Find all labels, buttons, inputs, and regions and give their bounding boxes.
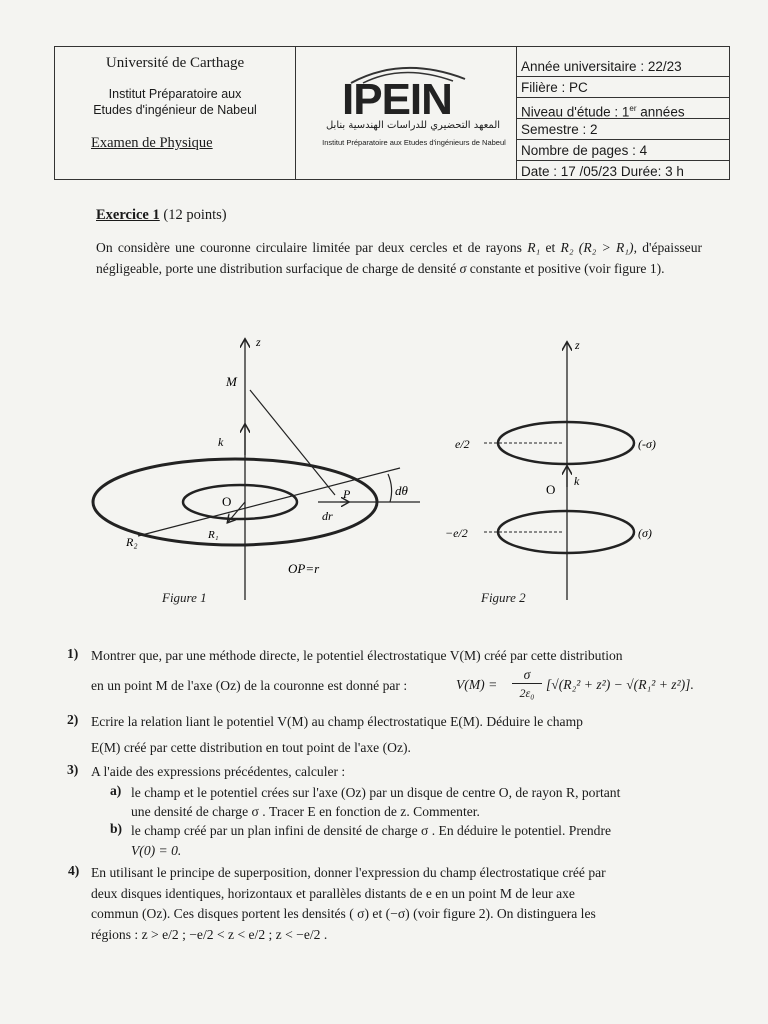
fig1-dr-label: dr — [322, 509, 333, 523]
figure-1-caption: Figure 1 — [162, 590, 207, 605]
fig2-top-charge: (-σ) — [638, 437, 656, 451]
fig1-k-label: k — [218, 435, 224, 449]
q2-line-2: E(M) créé par cette distribution en tout point de l'axe (Oz). — [91, 740, 411, 755]
q3-intro: A l'aide des expressions précédentes, calculer : — [91, 764, 346, 779]
q4-line-3: commun (Oz). Ces disques portent les densités ( σ) et (−σ) (voir figure 2). On distinguera les — [91, 906, 596, 921]
intro-r2: R₂ (R₂ > R₁) — [560, 240, 634, 255]
fig1-p-label: P — [343, 487, 351, 501]
q4-line-1: En utilisant le principe de superposition, donner l'expression du champ électrostatique créé par — [91, 865, 606, 880]
q3a-line-1: le champ et le potentiel crées sur l'axe (Oz) par un disque de centre O, de rayon R, portant — [131, 785, 621, 800]
university-name: Université de Carthage — [105, 55, 245, 71]
semester: Semestre : 2 — [516, 119, 729, 140]
fig2-k-label: k — [574, 474, 580, 488]
fig1-r1-label: R₁ — [208, 529, 219, 541]
header-table — [54, 46, 730, 180]
q1-formula-lhs: V(M) = — [456, 677, 498, 692]
study-level-prefix: Niveau d'étude : 1 — [521, 104, 630, 120]
fig2-bottom-disk — [498, 511, 634, 553]
exam-date: Date : 17 /05/23 Durée: 3 h — [521, 164, 684, 179]
fig2-top-z-label: e/2 — [455, 437, 470, 451]
fig1-r2-label: R₂ — [126, 535, 138, 549]
filiere: Filière : PC — [516, 77, 729, 98]
intro-r1: R₁ — [527, 240, 541, 255]
fig1-dtheta-arc — [388, 474, 392, 502]
fig2-bottom-charge: (σ) — [638, 526, 652, 540]
academic-year: Année universitaire : 22/23 — [516, 56, 729, 77]
fig1-o-label: O — [222, 494, 232, 509]
study-level-sup: er — [629, 104, 637, 113]
figure-2-caption: Figure 2 — [481, 590, 526, 605]
study-level-suffix: années — [636, 104, 685, 120]
q3b-label: b) — [110, 821, 123, 836]
q1-formula-rhs: [√(R₂² + z²) − √(R₁² + z²)]. — [546, 677, 694, 692]
intro-sigma: σ — [459, 260, 467, 276]
q3b-line-2: V(0) = 0. — [131, 843, 182, 858]
exercise-title: Exercice 1 — [96, 207, 160, 223]
study-level — [516, 98, 729, 119]
q1-formula-numerator: σ — [512, 667, 542, 684]
intro-text-3: , d'épaisseur négligeable, porte une distribution surfacique de charge de densité — [96, 240, 703, 276]
institute-line-1: Institut Préparatoire aux — [108, 87, 242, 101]
intro-text-2: et — [540, 240, 561, 255]
intro-text-4: constante et positive (voir figure 1). — [466, 260, 665, 276]
q1-line-1: Montrer que, par une méthode directe, le potentiel électrostatique V(M) créé par cette distribution — [91, 648, 623, 663]
fig2-bottom-z-label: −e/2 — [445, 526, 468, 540]
q3b-line-1: le champ créé par un plan infini de densité de charge σ . En déduire le potentiel. Prendre — [131, 823, 612, 838]
q2-line-1: Ecrire la relation liant le potentiel V(M) au champ électrostatique E(M). Déduire le champ — [91, 714, 583, 729]
fig2-o-label: O — [546, 482, 556, 497]
fig1-m-label: M — [226, 374, 237, 389]
fig1-inner-circle — [183, 485, 297, 519]
fig1-op-label: OP=r — [288, 561, 320, 576]
logo-arabic-name: المعهد التحضيري للدراسات الهندسية بنابل — [325, 120, 501, 131]
exercise-intro — [96, 238, 702, 279]
exercise-heading — [96, 207, 227, 224]
page-count: Nombre de pages : 4 — [516, 140, 729, 161]
q2-number: 2) — [67, 712, 79, 727]
q4-line-4: régions : z > e/2 ; −e/2 < z < e/2 ; z < −e/2 . — [91, 927, 328, 942]
fig1-dtheta-label: dθ — [395, 483, 408, 498]
logo: IPEIN — [342, 75, 452, 124]
figure-1 — [90, 330, 430, 615]
figure-2 — [440, 335, 680, 605]
institute-line-2: Etudes d'ingénieur de Nabeul — [93, 103, 257, 117]
logo-subtitle: Institut Préparatoire aux Etudes d'ingénieurs de Nabeul — [322, 138, 506, 147]
fig1-mp-line — [250, 390, 335, 495]
q1-line-2: en un point M de l'axe (Oz) de la couronne est donné par : — [91, 678, 408, 693]
fig1-z-label: z — [256, 335, 261, 349]
exam-title: Examen de Physique — [91, 135, 213, 151]
q4-line-2: deux disques identiques, horizontaux et parallèles distants de e en un point M de leur axe — [91, 886, 575, 901]
q3a-line-2: une densité de charge σ . Tracer E en fonction de z. Commenter. — [131, 804, 480, 819]
q3a-label: a) — [110, 783, 122, 798]
q3-number: 3) — [67, 762, 79, 777]
q1-formula-denominator: 2ε₀ — [519, 686, 535, 700]
exercise-points: (12 points) — [163, 207, 227, 223]
intro-text-1: On considère une couronne circulaire limitée par deux cercles et de rayons — [96, 240, 528, 255]
q4-number: 4) — [68, 863, 80, 878]
q1-number: 1) — [67, 646, 79, 661]
fig2-z-label: z — [575, 338, 580, 352]
fig2-top-disk — [498, 422, 634, 464]
